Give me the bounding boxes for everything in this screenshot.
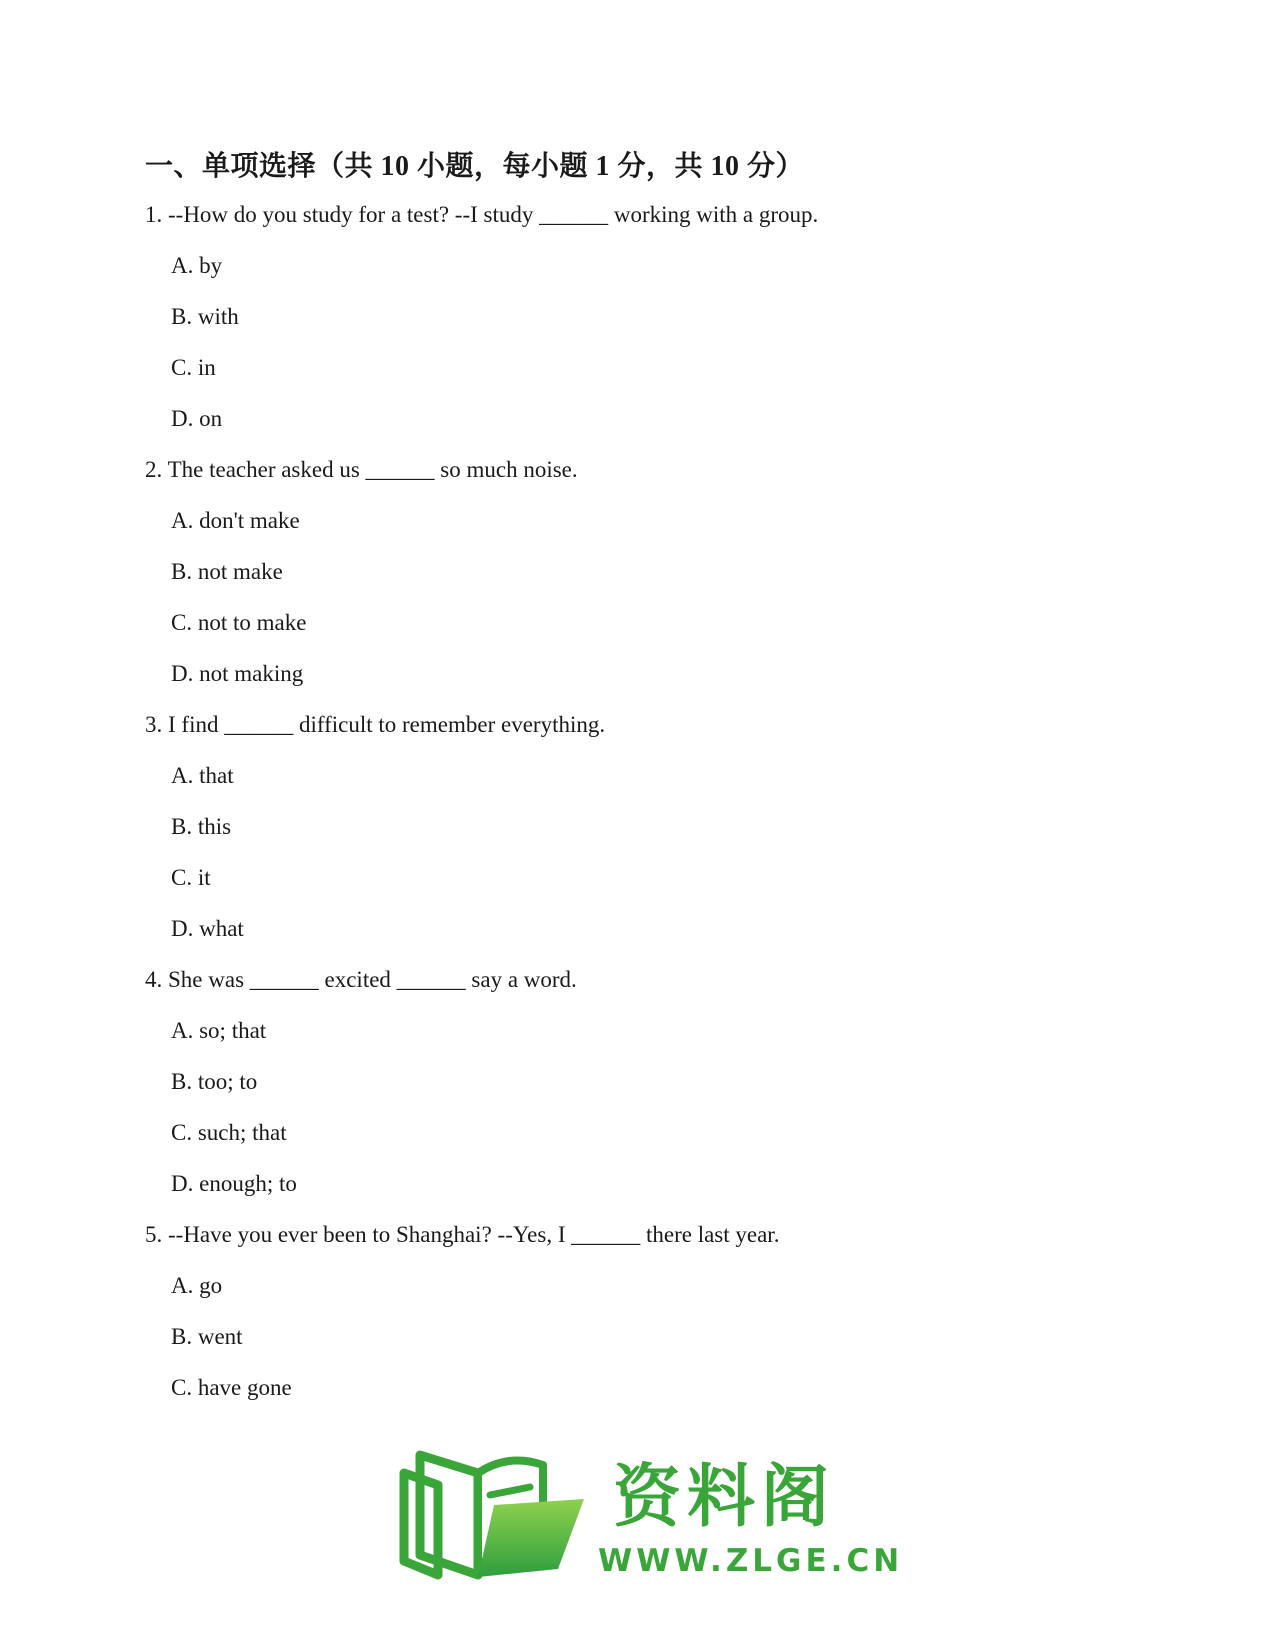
- question-3: 3. I find ______ difficult to remember everything.: [145, 712, 606, 737]
- question-1-option-b[interactable]: B. with: [171, 304, 239, 329]
- open-book-icon: [398, 1443, 598, 1583]
- watermark-name: 资料阁: [613, 1458, 836, 1537]
- question-3-option-d[interactable]: D. what: [171, 916, 244, 941]
- question-1-option-a[interactable]: A. by: [171, 253, 223, 278]
- question-3-option-c[interactable]: C. it: [171, 865, 211, 890]
- section-title: 一、单项选择（共 10 小题，每小题 1 分，共 10 分）: [145, 151, 805, 182]
- question-4-option-c[interactable]: C. such; that: [171, 1120, 287, 1145]
- question-3-option-a[interactable]: A. that: [171, 763, 234, 788]
- question-5: 5. --Have you ever been to Shanghai? --Yes, I ______ there last year.: [145, 1222, 780, 1247]
- question-1-option-c[interactable]: C. in: [171, 355, 216, 380]
- question-2-option-d[interactable]: D. not making: [171, 661, 304, 686]
- question-2-option-c[interactable]: C. not to make: [171, 610, 307, 635]
- question-5-option-a[interactable]: A. go: [171, 1273, 223, 1298]
- question-4: 4. She was ______ excited ______ say a word.: [145, 967, 577, 992]
- question-2-option-b[interactable]: B. not make: [171, 559, 283, 584]
- question-1: 1. --How do you study for a test? --I study ______ working with a group.: [145, 202, 819, 227]
- question-4-option-b[interactable]: B. too; to: [171, 1069, 258, 1094]
- question-2-option-a[interactable]: A. don't make: [171, 508, 300, 533]
- question-4-option-d[interactable]: D. enough; to: [171, 1171, 297, 1196]
- question-3-option-b[interactable]: B. this: [171, 814, 232, 839]
- question-1-option-d[interactable]: D. on: [171, 406, 223, 431]
- question-4-option-a[interactable]: A. so; that: [171, 1018, 267, 1043]
- watermark-url[interactable]: WWW.ZLGE.CN: [598, 1543, 904, 1579]
- question-5-option-c[interactable]: C. have gone: [171, 1375, 292, 1400]
- watermark-logo: [398, 1443, 904, 1583]
- question-2: 2. The teacher asked us ______ so much noise.: [145, 457, 578, 482]
- question-5-option-b[interactable]: B. went: [171, 1324, 243, 1349]
